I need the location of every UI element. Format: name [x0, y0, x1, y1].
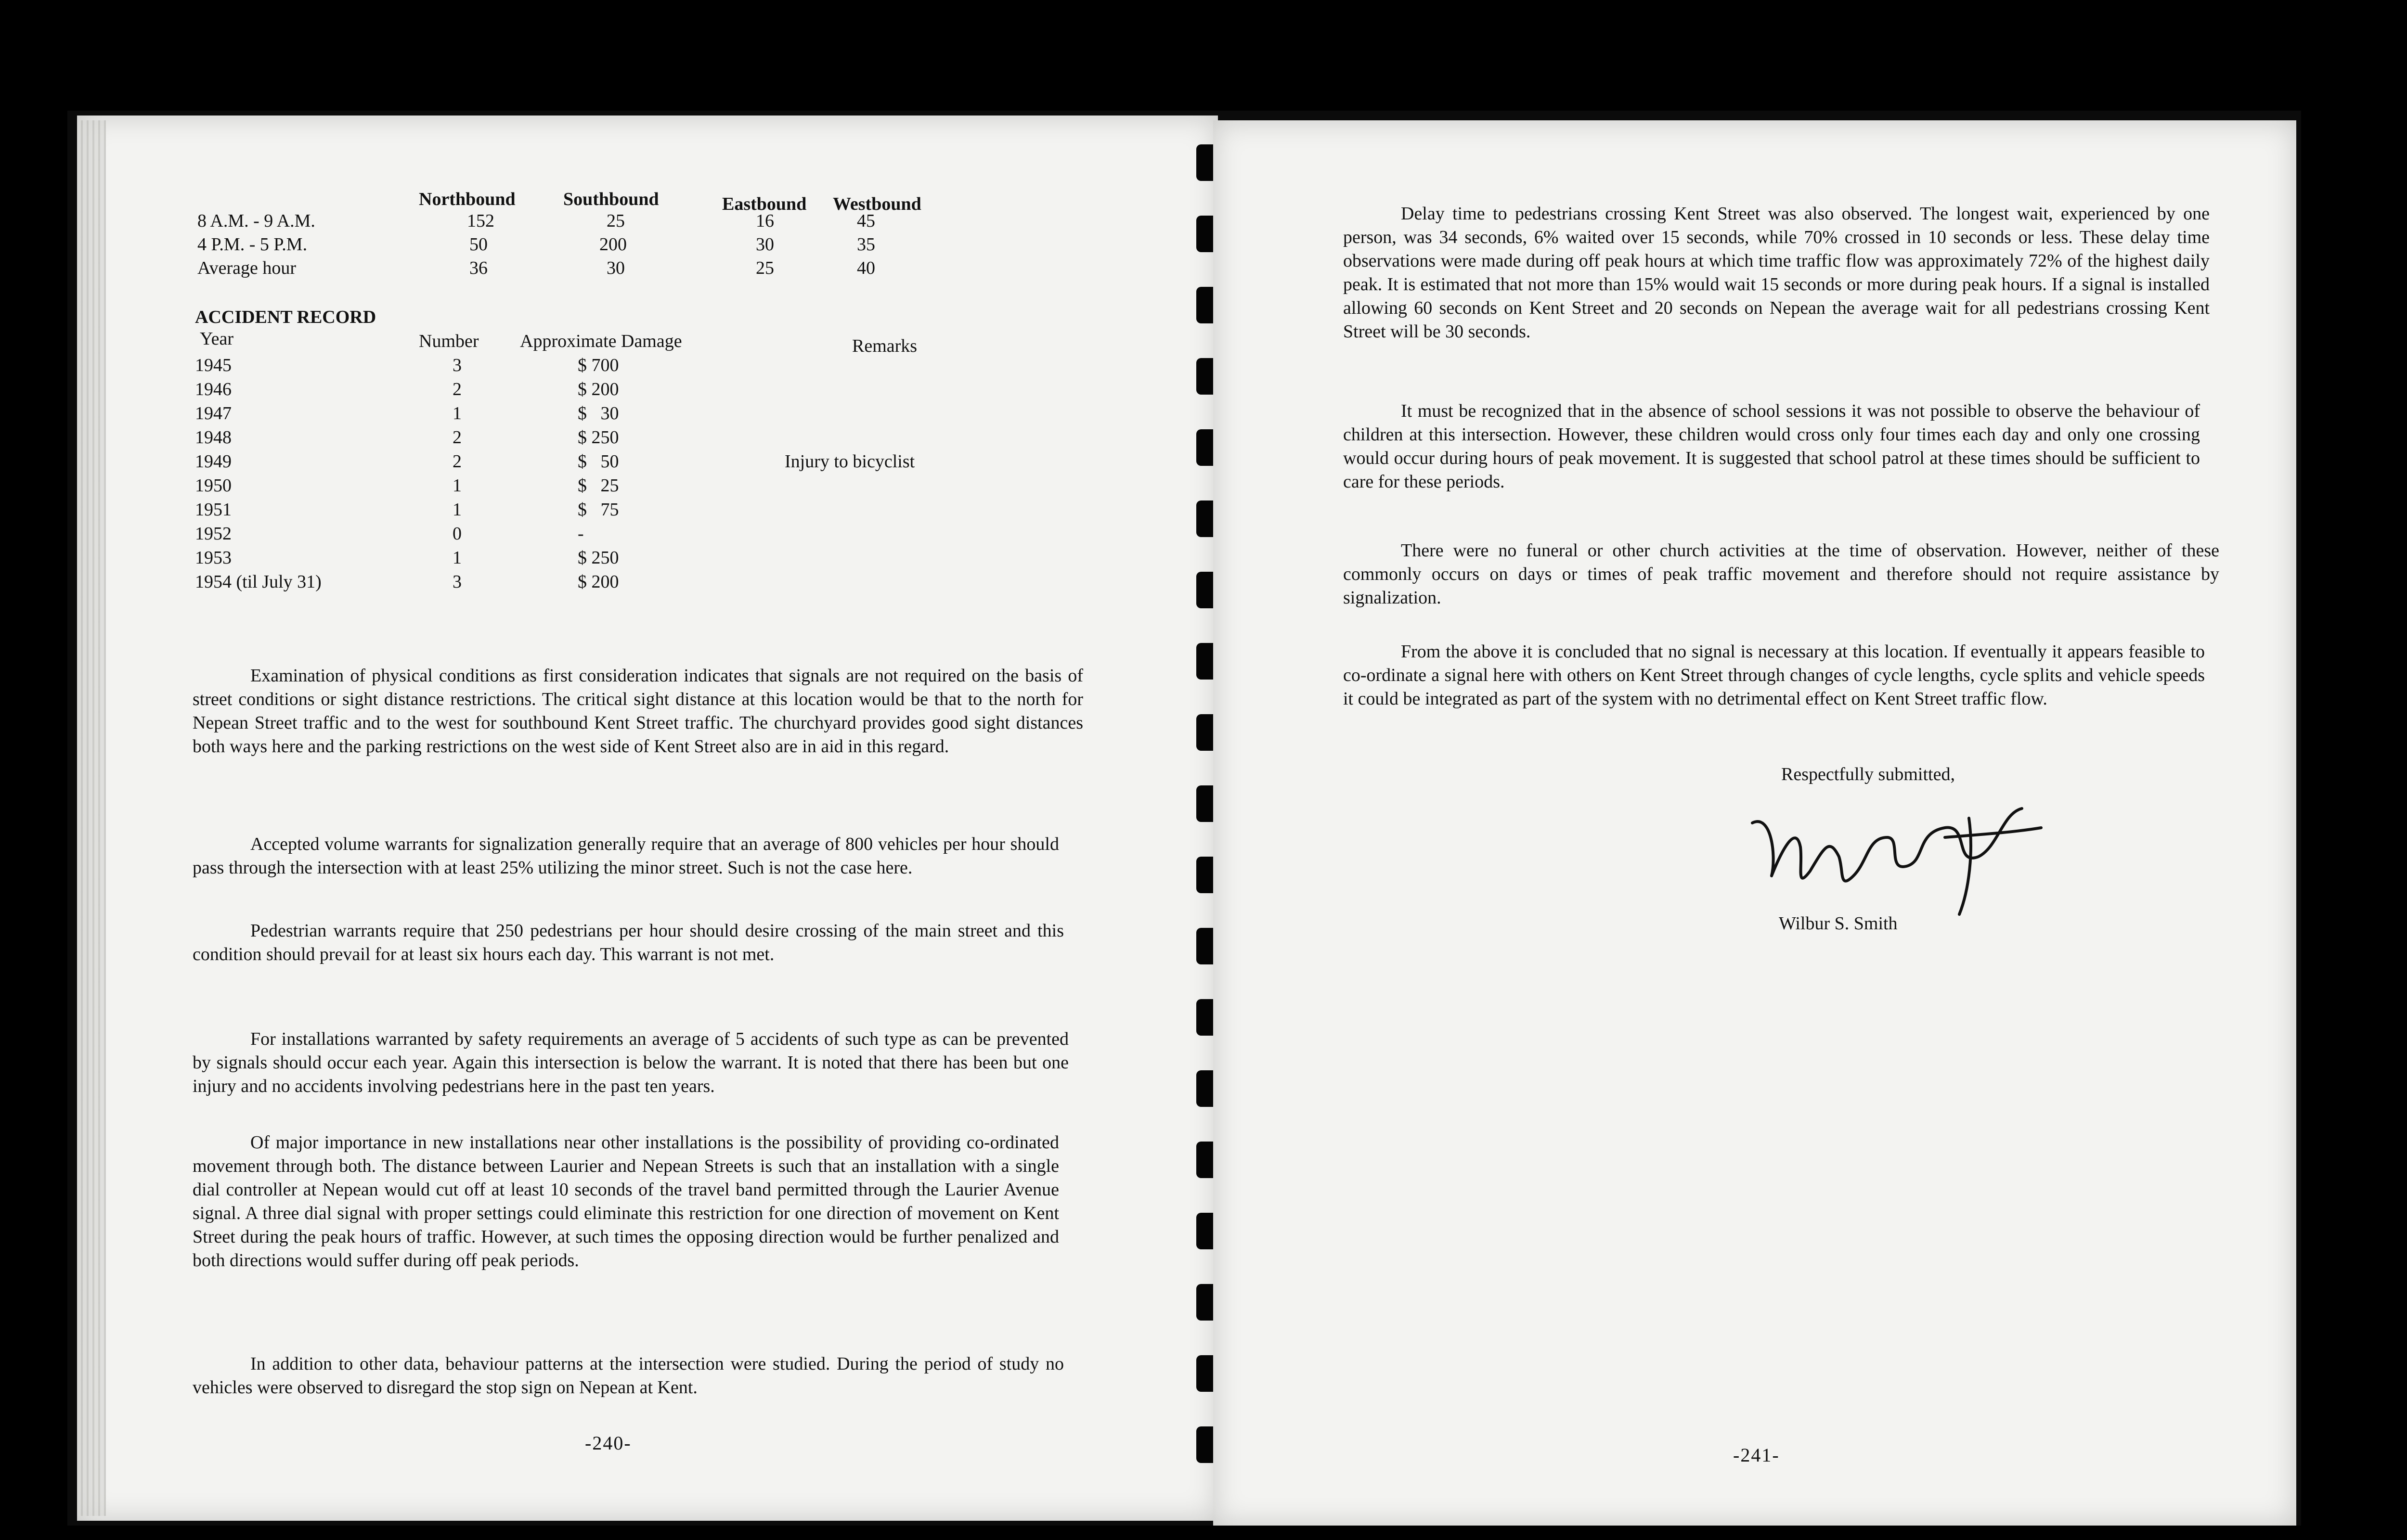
- paragraph: Accepted volume warrants for signalization generally require that an average of 800 vehicles per hour should pass through the intersection with at least 25% utilizing the minor street. Such is not the case here.: [193, 834, 1059, 878]
- accident-year: 1945: [195, 355, 232, 375]
- paragraph: There were no funeral or other church activities at the time of observation. However, neither of these commonly occurs on days or times of peak traffic movement and therefore should not require assistance by signalization.: [1343, 540, 2219, 608]
- page-stack-edge: [77, 120, 106, 1516]
- accident-year: 1950: [195, 475, 232, 496]
- volume-row-label: Average hour: [197, 258, 297, 278]
- accident-year: 1954 (til July 31): [195, 572, 322, 592]
- accident-year: 1947: [195, 403, 232, 424]
- closing-line: Respectfully submitted,: [1781, 764, 1955, 784]
- col-remarks: Remarks: [852, 336, 918, 356]
- paragraph: Delay time to pedestrians crossing Kent Street was also observed. The longest wait, experienced by one person, was 34 seconds, 6% waited over 15 seconds, while 70% crossed in 10 seconds or less. These delay time observations were made during off peak hours at which time traffic flow was approximately 72% of the highest daily peak. It is estimated that not more than 15% would wait 15 seconds or more during peak hours. If a signal is installed allowing 60 seconds on Kent Street and 20 seconds on Nepean the average wait for all pedestrians crossing Kent Street will be 30 seconds.: [1343, 204, 2210, 342]
- volume-value: 30: [607, 258, 625, 278]
- accident-number: 2: [453, 451, 462, 472]
- accident-number: 1: [453, 548, 462, 568]
- volume-value: 40: [857, 258, 875, 278]
- paragraph: It must be recognized that in the absence of school sessions it was not possible to observe the behaviour of children at this intersection. However, these children would cross only four times each day and only one crossing would occur during hours of peak movement. It is suggested that school patrol at these times should be sufficient to care for these periods.: [1343, 401, 2200, 492]
- volume-value: 36: [469, 258, 488, 278]
- signatory-name: Wilbur S. Smith: [1779, 913, 1898, 934]
- accident-title: ACCIDENT RECORD: [195, 307, 376, 327]
- col-westbound: Westbound: [833, 194, 921, 214]
- accident-damage: -: [578, 524, 584, 544]
- col-year: Year: [200, 329, 234, 349]
- accident-damage: $ 200: [578, 379, 619, 399]
- accident-damage: $ 250: [578, 548, 619, 568]
- accident-year: 1946: [195, 379, 232, 399]
- accident-damage: $ 50: [578, 451, 619, 472]
- volume-row-label: 4 P.M. - 5 P.M.: [197, 234, 308, 255]
- accident-number: 1: [453, 403, 462, 424]
- volume-value: 35: [857, 234, 875, 255]
- col-southbound: Southbound: [563, 189, 659, 209]
- accident-damage: $ 25: [578, 475, 619, 496]
- accident-year: 1951: [195, 500, 232, 520]
- accident-number: 3: [453, 355, 462, 375]
- volume-value: 25: [607, 211, 625, 231]
- accident-year: 1948: [195, 427, 232, 448]
- paragraph: From the above it is concluded that no signal is necessary at this location. If eventually it appears feasible to co-ordinate a signal here with others on Kent Street through changes of cycle lengths, cycle splits and vehicle speeds it could be integrated as part of the system with no detrimental effect on Kent Street traffic flow.: [1343, 642, 2205, 709]
- accident-damage: $ 75: [578, 500, 619, 520]
- paragraph: For installations warranted by safety requirements an average of 5 accidents of such type as can be prevented by signals should occur each year. Again this intersection is below the warrant. It is noted that there has been but one injury and no accidents involving pedestrians here in the past ten years.: [193, 1029, 1069, 1096]
- paragraph: Pedestrian warrants require that 250 pedestrians per hour should desire crossing of the main street and this condition should prevail for at least six hours each day. This warrant is not met.: [193, 921, 1064, 964]
- accident-damage: $ 200: [578, 572, 619, 592]
- page-number-right: -241-: [1733, 1444, 1780, 1466]
- col-eastbound: Eastbound: [722, 194, 807, 214]
- accident-number: 1: [453, 500, 462, 520]
- accident-damage: $ 700: [578, 355, 619, 375]
- accident-number: 2: [453, 379, 462, 399]
- paragraph: In addition to other data, behaviour patterns at the intersection were studied. During the period of study no vehicles were observed to disregard the stop sign on Nepean at Kent.: [193, 1354, 1064, 1398]
- traffic-volume-table: [197, 188, 968, 294]
- accident-year: 1949: [195, 451, 232, 472]
- volume-value: 30: [756, 234, 774, 255]
- page-number-left: -240-: [585, 1432, 632, 1454]
- volume-value: 200: [599, 234, 627, 255]
- volume-value: 45: [857, 211, 875, 231]
- volume-row-label: 8 A.M. - 9 A.M.: [197, 211, 315, 231]
- accident-number: 3: [453, 572, 462, 592]
- accident-year: 1952: [195, 524, 232, 544]
- accident-number: 2: [453, 427, 462, 448]
- handwritten-signature: [1743, 794, 2051, 919]
- volume-value: 50: [469, 234, 488, 255]
- accident-number: 1: [453, 475, 462, 496]
- accident-damage: $ 250: [578, 427, 619, 448]
- col-number: Number: [419, 331, 479, 351]
- paragraph: Of major importance in new installations near other installations is the possibility of providing co-ordinated movement through both. The distance between Laurier and Nepean Streets is such that an installation with a single dial controller at Nepean would cut off at least 10 seconds of the travel band permitted through the Laurier Avenue signal. A three dial signal with proper settings could eliminate this restriction for one direction of movement on Kent Street during the peak hours of traffic. However, at such times the opposing direction would be further penalized and both directions would suffer during off peak periods.: [193, 1132, 1059, 1270]
- accident-damage: $ 30: [578, 403, 619, 424]
- accident-number: 0: [453, 524, 462, 544]
- accident-year: 1953: [195, 548, 232, 568]
- volume-value: 16: [756, 211, 774, 231]
- accident-remarks: Injury to bicyclist: [785, 451, 915, 472]
- volume-value: 152: [467, 211, 494, 231]
- col-damage: Approximate Damage: [520, 331, 682, 351]
- paragraph: Examination of physical conditions as first consideration indicates that signals are not required on the basis of street conditions or sight distance restrictions. The critical sight distance at this location would be that to the north for Nepean Street traffic and to the west for southbound Kent Street traffic. The churchyard provides good sight distances both ways here and the parking restrictions on the west side of Kent Street also are in aid in this regard.: [193, 666, 1083, 757]
- col-northbound: Northbound: [419, 189, 516, 209]
- volume-value: 25: [756, 258, 774, 278]
- accident-record-table: [195, 306, 1013, 604]
